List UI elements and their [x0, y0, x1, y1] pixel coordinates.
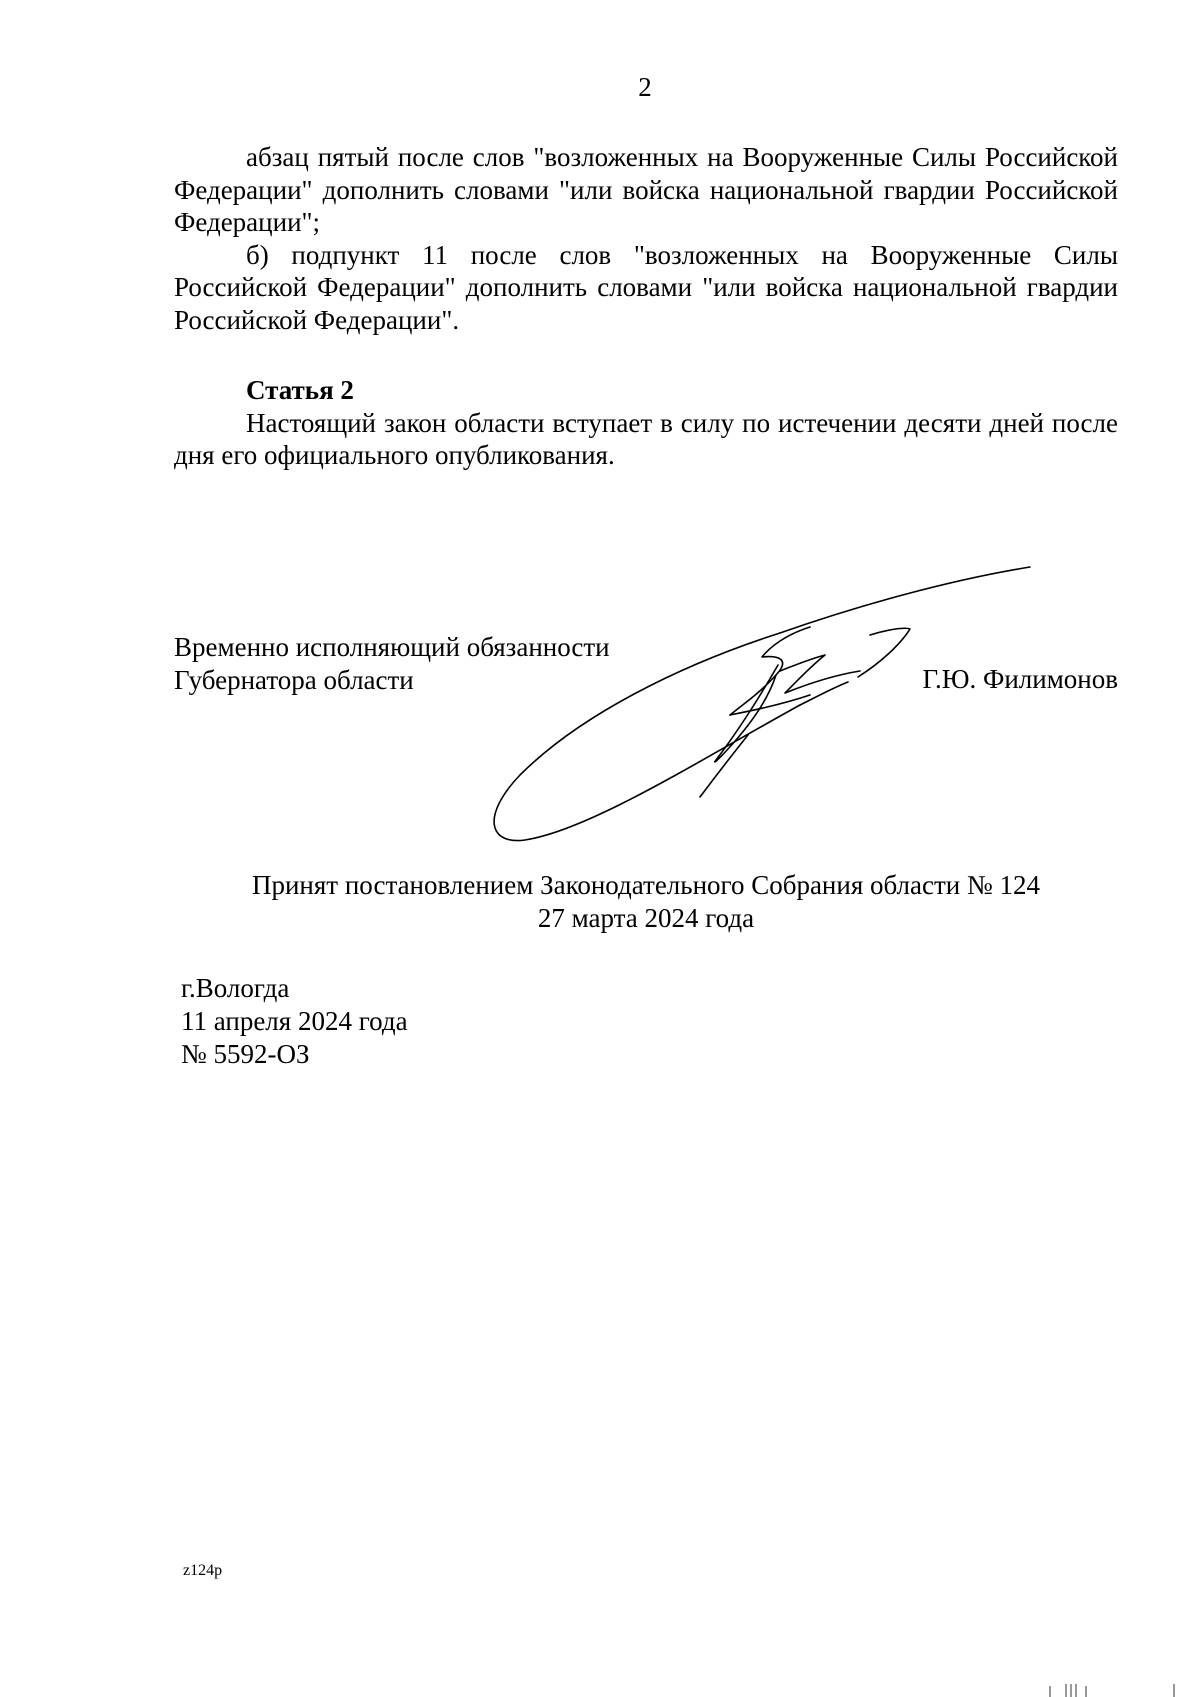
handwritten-signature — [480, 555, 1050, 855]
signatory-title-line-1: Временно исполняющий обязанности — [174, 632, 610, 662]
place-and-date — [181, 972, 408, 1071]
scan-edge-marks — [1040, 1680, 1200, 1697]
article-text: Настоящий закон области вступает в силу по истечении десяти дней после дня его официального опубликования. — [174, 407, 1118, 470]
footer-code: z124p — [183, 1562, 223, 1579]
signatory-name: Г.Ю. Филимонов — [922, 664, 1118, 694]
law-number: № 5592-ОЗ — [181, 1039, 310, 1069]
page-number: 2 — [638, 72, 652, 102]
adoption-note — [174, 869, 1118, 935]
adoption-line-2: 27 марта 2024 года — [537, 903, 755, 933]
city: г.Вологда — [181, 973, 290, 1003]
adoption-line-1: Принят постановлением Законодательного Собрания области № 124 — [251, 870, 1041, 900]
signing-date: 11 апреля 2024 года — [181, 1006, 408, 1036]
amendment-paragraph-2: б) подпункт 11 после слов "возложенных на Вооруженные Силы Российской Федерации" дополнить словами "или войска национальной гвардии Российской Федерации". — [174, 239, 1118, 335]
article-heading: Статья 2 — [246, 375, 354, 405]
article-2-block — [174, 374, 1118, 472]
amendment-block — [174, 141, 1118, 336]
amendment-paragraph-1: абзац пятый после слов "возложенных на Вооруженные Силы Российской Федерации" дополнить словами "или войска национальной гвардии Российской Федерации"; — [174, 142, 1118, 237]
signatory-title-line-2: Губернатора области — [174, 665, 414, 695]
